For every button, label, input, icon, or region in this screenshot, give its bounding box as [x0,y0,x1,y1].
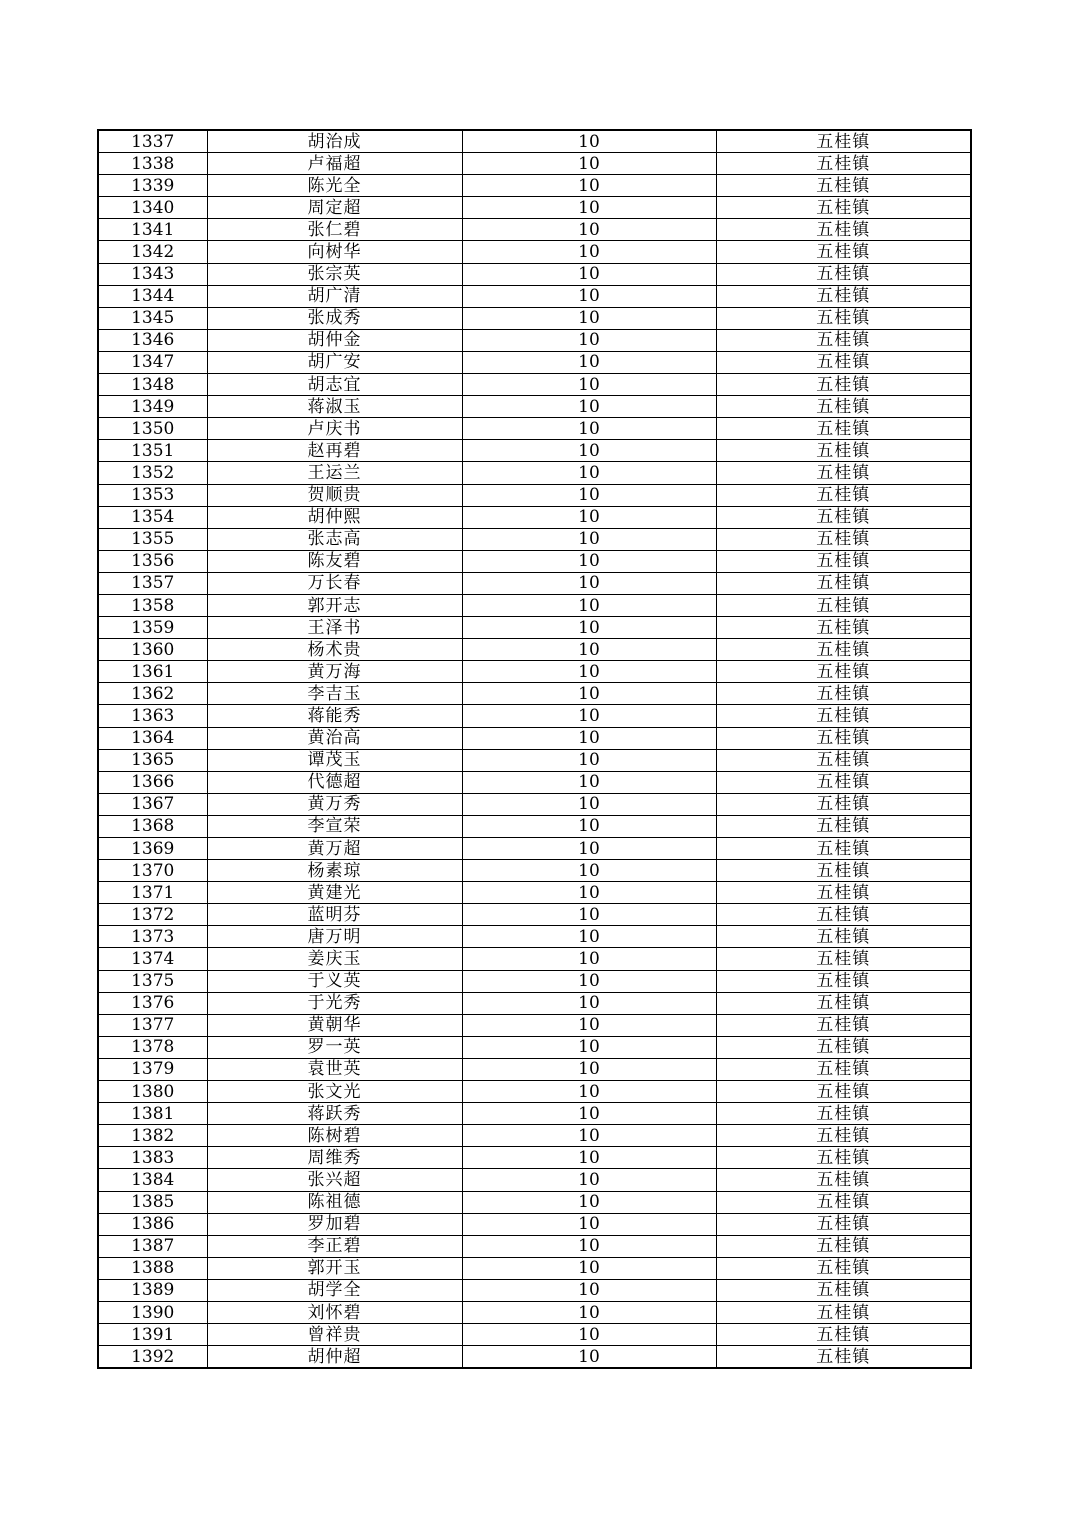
table-row [98,1301,971,1323]
amount-cell: 10 [462,219,716,241]
serial-number-cell: 1389 [98,1279,207,1301]
name-cell: 胡仲金 [207,329,462,351]
table-row [98,1324,971,1346]
amount-cell: 10 [462,1301,716,1323]
town-cell: 五桂镇 [716,396,971,418]
amount-cell: 10 [462,1191,716,1213]
serial-number-cell: 1367 [98,793,207,815]
name-cell: 胡治成 [207,130,462,153]
town-cell: 五桂镇 [716,153,971,175]
amount-cell: 10 [462,440,716,462]
serial-number-cell: 1348 [98,374,207,396]
town-cell: 五桂镇 [716,594,971,616]
amount-cell: 10 [462,1058,716,1080]
serial-number-cell: 1382 [98,1125,207,1147]
town-cell: 五桂镇 [716,926,971,948]
amount-cell: 10 [462,374,716,396]
amount-cell: 10 [462,815,716,837]
table-row [98,948,971,970]
name-cell: 张文光 [207,1081,462,1103]
amount-cell: 10 [462,285,716,307]
town-cell: 五桂镇 [716,904,971,926]
town-cell: 五桂镇 [716,793,971,815]
serial-number-cell: 1375 [98,970,207,992]
amount-cell: 10 [462,1014,716,1036]
amount-cell: 10 [462,661,716,683]
name-cell: 胡志宜 [207,374,462,396]
amount-cell: 10 [462,882,716,904]
amount-cell: 10 [462,727,716,749]
amount-cell: 10 [462,1279,716,1301]
table-row [98,396,971,418]
amount-cell: 10 [462,506,716,528]
table-row [98,1213,971,1235]
serial-number-cell: 1340 [98,197,207,219]
name-cell: 李吉玉 [207,683,462,705]
name-cell: 蒋跃秀 [207,1103,462,1125]
serial-number-cell: 1353 [98,484,207,506]
serial-number-cell: 1373 [98,926,207,948]
town-cell: 五桂镇 [716,1191,971,1213]
amount-cell: 10 [462,705,716,727]
serial-number-cell: 1390 [98,1301,207,1323]
table-row [98,130,971,153]
name-cell: 李宣荣 [207,815,462,837]
serial-number-cell: 1341 [98,219,207,241]
table-row [98,683,971,705]
amount-cell: 10 [462,860,716,882]
amount-cell: 10 [462,1147,716,1169]
name-cell: 李正碧 [207,1235,462,1257]
serial-number-cell: 1378 [98,1036,207,1058]
serial-number-cell: 1354 [98,506,207,528]
town-cell: 五桂镇 [716,815,971,837]
serial-number-cell: 1376 [98,992,207,1014]
town-cell: 五桂镇 [716,241,971,263]
town-cell: 五桂镇 [716,462,971,484]
table-row [98,1169,971,1191]
serial-number-cell: 1352 [98,462,207,484]
amount-cell: 10 [462,175,716,197]
table-row [98,594,971,616]
table-row [98,1125,971,1147]
name-cell: 贺顺贵 [207,484,462,506]
name-cell: 周维秀 [207,1147,462,1169]
town-cell: 五桂镇 [716,374,971,396]
serial-number-cell: 1387 [98,1235,207,1257]
amount-cell: 10 [462,197,716,219]
name-cell: 王运兰 [207,462,462,484]
serial-number-cell: 1361 [98,661,207,683]
name-cell: 姜庆玉 [207,948,462,970]
serial-number-cell: 1357 [98,572,207,594]
amount-cell: 10 [462,948,716,970]
town-cell: 五桂镇 [716,860,971,882]
table-row [98,1103,971,1125]
name-cell: 罗加碧 [207,1213,462,1235]
name-cell: 代德超 [207,771,462,793]
serial-number-cell: 1350 [98,418,207,440]
name-cell: 于光秀 [207,992,462,1014]
town-cell: 五桂镇 [716,1346,971,1369]
serial-number-cell: 1384 [98,1169,207,1191]
table-row [98,1036,971,1058]
table-row [98,484,971,506]
serial-number-cell: 1358 [98,594,207,616]
name-cell: 胡仲熙 [207,506,462,528]
table-row [98,705,971,727]
amount-cell: 10 [462,462,716,484]
table-row [98,550,971,572]
serial-number-cell: 1366 [98,771,207,793]
serial-number-cell: 1338 [98,153,207,175]
town-cell: 五桂镇 [716,263,971,285]
town-cell: 五桂镇 [716,506,971,528]
serial-number-cell: 1365 [98,749,207,771]
table-row [98,1191,971,1213]
table-row [98,970,971,992]
amount-cell: 10 [462,904,716,926]
name-cell: 蓝明芬 [207,904,462,926]
table-row [98,992,971,1014]
amount-cell: 10 [462,307,716,329]
amount-cell: 10 [462,594,716,616]
serial-number-cell: 1345 [98,307,207,329]
table-row [98,882,971,904]
serial-number-cell: 1351 [98,440,207,462]
serial-number-cell: 1377 [98,1014,207,1036]
town-cell: 五桂镇 [716,418,971,440]
town-cell: 五桂镇 [716,661,971,683]
amount-cell: 10 [462,550,716,572]
table-row [98,285,971,307]
town-cell: 五桂镇 [716,1235,971,1257]
name-cell: 胡学全 [207,1279,462,1301]
name-cell: 黄万超 [207,838,462,860]
name-cell: 张成秀 [207,307,462,329]
serial-number-cell: 1362 [98,683,207,705]
table-row [98,263,971,285]
serial-number-cell: 1355 [98,528,207,550]
table-row [98,153,971,175]
town-cell: 五桂镇 [716,572,971,594]
serial-number-cell: 1342 [98,241,207,263]
table-row [98,1257,971,1279]
serial-number-cell: 1344 [98,285,207,307]
name-cell: 万长春 [207,572,462,594]
town-cell: 五桂镇 [716,771,971,793]
table-row [98,793,971,815]
town-cell: 五桂镇 [716,528,971,550]
table-row [98,572,971,594]
amount-cell: 10 [462,749,716,771]
table-row [98,197,971,219]
serial-number-cell: 1369 [98,838,207,860]
town-cell: 五桂镇 [716,1125,971,1147]
amount-cell: 10 [462,572,716,594]
amount-cell: 10 [462,1213,716,1235]
amount-cell: 10 [462,418,716,440]
register-table-body [98,130,971,1368]
amount-cell: 10 [462,926,716,948]
name-cell: 卢福超 [207,153,462,175]
name-cell: 曾祥贵 [207,1324,462,1346]
table-row [98,727,971,749]
town-cell: 五桂镇 [716,749,971,771]
table-row [98,351,971,373]
table-row [98,418,971,440]
amount-cell: 10 [462,838,716,860]
town-cell: 五桂镇 [716,838,971,860]
name-cell: 郭开志 [207,594,462,616]
amount-cell: 10 [462,1081,716,1103]
town-cell: 五桂镇 [716,617,971,639]
name-cell: 张宗英 [207,263,462,285]
amount-cell: 10 [462,617,716,639]
name-cell: 杨素琼 [207,860,462,882]
amount-cell: 10 [462,1257,716,1279]
table-row [98,1081,971,1103]
amount-cell: 10 [462,1346,716,1369]
town-cell: 五桂镇 [716,1014,971,1036]
serial-number-cell: 1392 [98,1346,207,1369]
serial-number-cell: 1385 [98,1191,207,1213]
amount-cell: 10 [462,793,716,815]
serial-number-cell: 1380 [98,1081,207,1103]
town-cell: 五桂镇 [716,1058,971,1080]
town-cell: 五桂镇 [716,1081,971,1103]
name-cell: 陈光全 [207,175,462,197]
name-cell: 张仁碧 [207,219,462,241]
name-cell: 赵再碧 [207,440,462,462]
amount-cell: 10 [462,153,716,175]
table-row [98,307,971,329]
table-row [98,440,971,462]
serial-number-cell: 1370 [98,860,207,882]
town-cell: 五桂镇 [716,175,971,197]
name-cell: 周定超 [207,197,462,219]
name-cell: 唐万明 [207,926,462,948]
amount-cell: 10 [462,329,716,351]
table-row [98,1014,971,1036]
name-cell: 黄万秀 [207,793,462,815]
table-row [98,462,971,484]
table-row [98,639,971,661]
town-cell: 五桂镇 [716,285,971,307]
name-cell: 陈祖德 [207,1191,462,1213]
amount-cell: 10 [462,130,716,153]
town-cell: 五桂镇 [716,705,971,727]
amount-cell: 10 [462,484,716,506]
amount-cell: 10 [462,396,716,418]
name-cell: 胡广安 [207,351,462,373]
register-table [97,129,972,1369]
town-cell: 五桂镇 [716,197,971,219]
name-cell: 陈友碧 [207,550,462,572]
amount-cell: 10 [462,1125,716,1147]
name-cell: 杨术贵 [207,639,462,661]
amount-cell: 10 [462,992,716,1014]
name-cell: 王泽书 [207,617,462,639]
table-row [98,904,971,926]
town-cell: 五桂镇 [716,351,971,373]
table-row [98,926,971,948]
town-cell: 五桂镇 [716,329,971,351]
amount-cell: 10 [462,970,716,992]
town-cell: 五桂镇 [716,219,971,241]
town-cell: 五桂镇 [716,970,971,992]
serial-number-cell: 1372 [98,904,207,926]
name-cell: 蒋能秀 [207,705,462,727]
town-cell: 五桂镇 [716,1324,971,1346]
serial-number-cell: 1388 [98,1257,207,1279]
amount-cell: 10 [462,241,716,263]
name-cell: 卢庆书 [207,418,462,440]
name-cell: 罗一英 [207,1036,462,1058]
amount-cell: 10 [462,639,716,661]
amount-cell: 10 [462,351,716,373]
name-cell: 黄治高 [207,727,462,749]
serial-number-cell: 1368 [98,815,207,837]
name-cell: 于义英 [207,970,462,992]
town-cell: 五桂镇 [716,1213,971,1235]
serial-number-cell: 1364 [98,727,207,749]
town-cell: 五桂镇 [716,992,971,1014]
town-cell: 五桂镇 [716,639,971,661]
amount-cell: 10 [462,1036,716,1058]
town-cell: 五桂镇 [716,1257,971,1279]
name-cell: 黄朝华 [207,1014,462,1036]
table-row [98,528,971,550]
town-cell: 五桂镇 [716,307,971,329]
name-cell: 张兴超 [207,1169,462,1191]
name-cell: 陈树碧 [207,1125,462,1147]
town-cell: 五桂镇 [716,1279,971,1301]
town-cell: 五桂镇 [716,130,971,153]
table-row [98,1279,971,1301]
town-cell: 五桂镇 [716,1036,971,1058]
serial-number-cell: 1360 [98,639,207,661]
name-cell: 黄建光 [207,882,462,904]
town-cell: 五桂镇 [716,484,971,506]
table-row [98,374,971,396]
amount-cell: 10 [462,263,716,285]
town-cell: 五桂镇 [716,683,971,705]
name-cell: 郭开玉 [207,1257,462,1279]
serial-number-cell: 1386 [98,1213,207,1235]
serial-number-cell: 1391 [98,1324,207,1346]
amount-cell: 10 [462,683,716,705]
name-cell: 向树华 [207,241,462,263]
table-row [98,1147,971,1169]
serial-number-cell: 1363 [98,705,207,727]
town-cell: 五桂镇 [716,550,971,572]
table-row [98,506,971,528]
table-row [98,617,971,639]
serial-number-cell: 1343 [98,263,207,285]
name-cell: 张志高 [207,528,462,550]
town-cell: 五桂镇 [716,440,971,462]
name-cell: 刘怀碧 [207,1301,462,1323]
table-row [98,860,971,882]
serial-number-cell: 1337 [98,130,207,153]
amount-cell: 10 [462,1324,716,1346]
name-cell: 胡广清 [207,285,462,307]
name-cell: 胡仲超 [207,1346,462,1369]
name-cell: 蒋淑玉 [207,396,462,418]
town-cell: 五桂镇 [716,727,971,749]
amount-cell: 10 [462,1103,716,1125]
town-cell: 五桂镇 [716,1103,971,1125]
table-row [98,241,971,263]
table-row [98,1346,971,1369]
name-cell: 黄万海 [207,661,462,683]
table-row [98,1235,971,1257]
serial-number-cell: 1347 [98,351,207,373]
town-cell: 五桂镇 [716,948,971,970]
serial-number-cell: 1374 [98,948,207,970]
table-row [98,329,971,351]
serial-number-cell: 1381 [98,1103,207,1125]
serial-number-cell: 1339 [98,175,207,197]
table-row [98,219,971,241]
table-row [98,175,971,197]
serial-number-cell: 1379 [98,1058,207,1080]
town-cell: 五桂镇 [716,1169,971,1191]
town-cell: 五桂镇 [716,1147,971,1169]
serial-number-cell: 1356 [98,550,207,572]
name-cell: 谭茂玉 [207,749,462,771]
table-row [98,749,971,771]
table-row [98,838,971,860]
table-row [98,771,971,793]
serial-number-cell: 1346 [98,329,207,351]
table-row [98,661,971,683]
table-row [98,815,971,837]
table-row [98,1058,971,1080]
town-cell: 五桂镇 [716,1301,971,1323]
amount-cell: 10 [462,1235,716,1257]
serial-number-cell: 1359 [98,617,207,639]
amount-cell: 10 [462,1169,716,1191]
town-cell: 五桂镇 [716,882,971,904]
amount-cell: 10 [462,771,716,793]
name-cell: 袁世英 [207,1058,462,1080]
serial-number-cell: 1349 [98,396,207,418]
serial-number-cell: 1383 [98,1147,207,1169]
serial-number-cell: 1371 [98,882,207,904]
amount-cell: 10 [462,528,716,550]
